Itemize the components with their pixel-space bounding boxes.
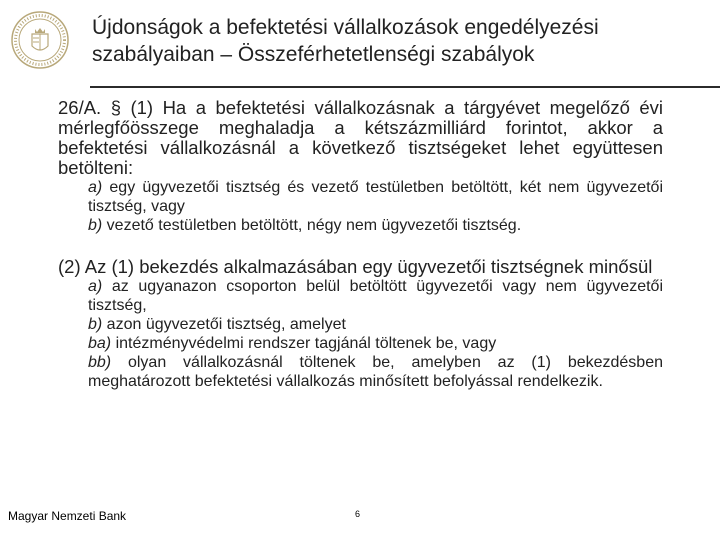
section2-point-a-text: az ugyanazon csoporton belül betöltött ügyvezetői vagy nem ügyvezetői tisztség, bbox=[88, 278, 663, 314]
section1-point-b bbox=[88, 216, 663, 235]
marker-bb: bb) bbox=[88, 354, 112, 371]
marker-b: b) bbox=[88, 217, 103, 234]
section2-point-bb-text: olyan vállalkozásnál töltenek be, amelyben az (1) bekezdésben meghatározott befektetési vállalkozás minősített befolyással rendelkezik. bbox=[88, 354, 663, 390]
section2-point-bb bbox=[88, 353, 663, 391]
marker-a: a) bbox=[88, 179, 103, 196]
title-line-1: Újdonságok a befektetési vállalkozások engedélyezési bbox=[92, 16, 599, 39]
marker-ba: ba) bbox=[88, 335, 112, 352]
section1-point-a bbox=[88, 178, 663, 216]
title-line-2: szabályaiban – Összeférhetetlenségi szabályok bbox=[92, 43, 535, 66]
section2-point-a bbox=[88, 277, 663, 315]
marker-a: a) bbox=[88, 278, 103, 295]
section2-point-ba bbox=[88, 334, 663, 353]
slide-title bbox=[92, 14, 692, 68]
section2-point-ba-text: intézményvédelmi rendszer tagjánál töltenek be, vagy bbox=[111, 335, 497, 352]
section2-point-b bbox=[88, 315, 663, 334]
page-number: 6 bbox=[355, 509, 361, 519]
marker-b: b) bbox=[88, 316, 103, 333]
title-divider bbox=[90, 86, 720, 88]
section2-intro: (2) Az (1) bekezdés alkalmazásában egy ügyvezetői tisztségnek minősül bbox=[58, 256, 653, 277]
section1-point-a-text: egy ügyvezetői tisztség és vezető testületben betöltött, két nem ügyvezetői tisztség, vagy bbox=[88, 179, 663, 215]
slide-body bbox=[58, 98, 663, 391]
section1-point-b-text: vezető testületben betöltött, négy nem ügyvezetői tisztség. bbox=[102, 217, 522, 234]
section2-point-b-text: azon ügyvezetői tisztség, amelyet bbox=[102, 316, 346, 333]
mnb-seal-icon bbox=[10, 10, 70, 70]
section1-intro: 26/A. § (1) Ha a befektetési vállalkozásnak a tárgyévet megelőző évi mérlegfőösszege meghaladja a kétszázmilliárd forintot, akkor a befektetési vállalkozásnál a következő tisztségeket lehet együttesen betölteni: bbox=[58, 97, 663, 178]
footer-organization: Magyar Nemzeti Bank bbox=[8, 509, 127, 523]
